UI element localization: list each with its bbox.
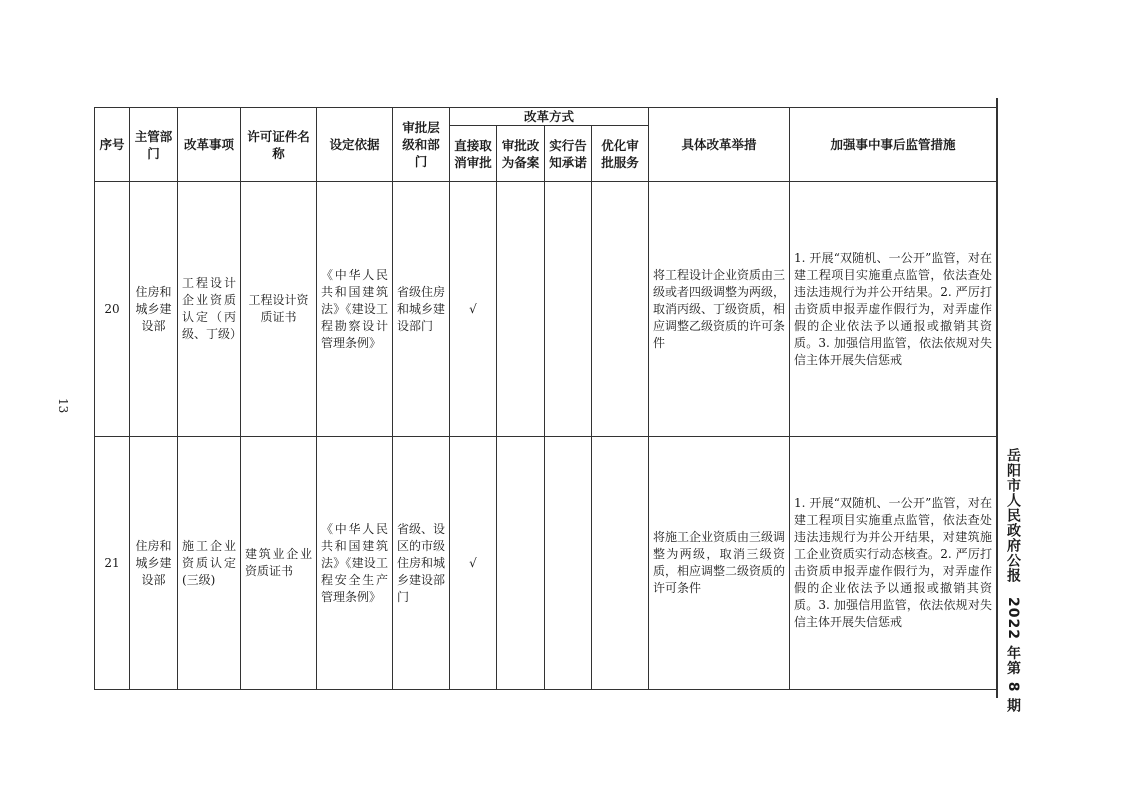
cell-level: 省级住房和城乡建设部门	[393, 182, 450, 437]
header-seq: 序号	[95, 108, 130, 182]
table-row	[95, 182, 997, 437]
header-license: 许可证件名称	[241, 108, 317, 182]
cell-dept: 住房和城乡建设部	[130, 182, 178, 437]
header-basis: 设定依据	[317, 108, 393, 182]
header-notify-commit: 实行告知承诺	[545, 126, 592, 182]
header-dept: 主管部门	[130, 108, 178, 182]
header-row	[95, 108, 997, 126]
cell-basis: 《中华人民共和国建筑法》《建设工程安全生产管理条例》	[317, 437, 393, 690]
cell-change-to-record	[497, 437, 545, 690]
reform-table	[94, 107, 997, 690]
header-item: 改革事项	[178, 108, 241, 182]
page-number: 13	[56, 398, 70, 414]
table-row	[95, 437, 997, 690]
header-direct-cancel: 直接取消审批	[450, 126, 497, 182]
cell-measures: 将工程设计企业资质由三级或者四级调整为两级，取消丙级、丁级资质，相应调整乙级资质的许可条件	[649, 182, 790, 437]
cell-license: 建筑业企业资质证书	[241, 437, 317, 690]
cell-supervision: 1. 开展“双随机、一公开”监管，对在建工程项目实施重点监管，依法查处违法违规行为并公开结果。2. 严厉打击资质申报弄虚作假行为，对弄虚作假的企业依法予以通报或撤销其资质。3. 加强信用监管，依法依规对失信主体开展失信惩戒	[790, 182, 997, 437]
cell-optimize-service	[592, 182, 649, 437]
header-supervision: 加强事中事后监管措施	[790, 108, 997, 182]
cell-notify-commit	[545, 437, 592, 690]
cell-level: 省级、设区的市级住房和城乡建设部门	[393, 437, 450, 690]
cell-seq: 21	[95, 437, 130, 690]
cell-item: 工程设计企业资质认定（丙级、丁级）	[178, 182, 241, 437]
cell-measures: 将施工企业资质由三级调整为两级，取消三级资质，相应调整二级资质的许可条件	[649, 437, 790, 690]
cell-seq: 20	[95, 182, 130, 437]
cell-direct-cancel: √	[450, 437, 497, 690]
cell-notify-commit	[545, 182, 592, 437]
cell-change-to-record	[497, 182, 545, 437]
header-optimize-service: 优化审批服务	[592, 126, 649, 182]
cell-optimize-service	[592, 437, 649, 690]
header-level: 审批层级和部门	[393, 108, 450, 182]
cell-item: 施工企业资质认定(三级)	[178, 437, 241, 690]
publication-name: 岳阳市人民政府公报	[1005, 448, 1021, 583]
publication-header	[1003, 448, 1023, 713]
cell-license: 工程设计资质证书	[241, 182, 317, 437]
header-change-to-record: 审批改为备案	[497, 126, 545, 182]
header-reform-mode: 改革方式	[450, 108, 649, 126]
header-measures: 具体改革举措	[649, 108, 790, 182]
cell-dept: 住房和城乡建设部	[130, 437, 178, 690]
cell-direct-cancel: √	[450, 182, 497, 437]
cell-supervision: 1. 开展“双随机、一公开”监管，对在建工程项目实施重点监管，依法查处违法违规行为并公开结果，对建筑施工企业资质实行动态核查。2. 严厉打击资质申报弄虚作假行为，对弄虚作假的企业依法予以通报或撤销其资质。3. 加强信用监管，依法依规对失信主体开展失信惩戒	[790, 437, 997, 690]
cell-basis: 《中华人民共和国建筑法》《建设工程勘察设计管理条例》	[317, 182, 393, 437]
issue-number: 2022 年第 8 期	[1005, 597, 1021, 714]
